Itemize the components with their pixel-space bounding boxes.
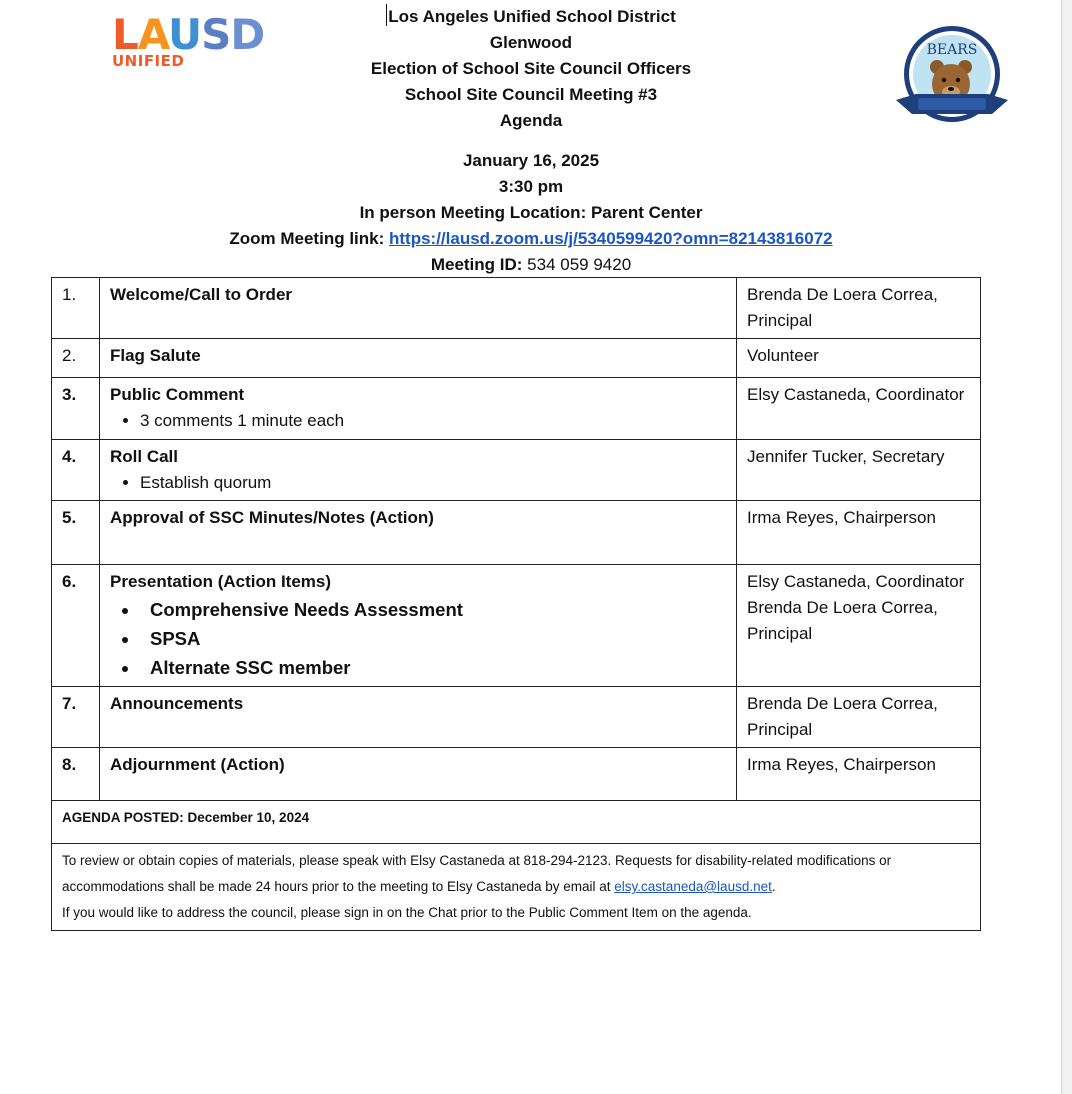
table-row [52,278,981,339]
table-row [52,844,981,931]
chat-note: If you would like to address the council, please sign in on the Chat prior to the Public Comment Item on the agenda. [62,905,752,920]
item-number: 7. [52,687,100,748]
item-cell [100,501,737,565]
list-item: • Establish quorum [140,470,726,496]
item-title: Approval of SSC Minutes/Notes (Action) [110,508,434,527]
item-title: Adjournment (Action) [110,755,285,774]
list-item: • 3 comments 1 minute each [140,408,726,434]
presenter: Volunteer [737,339,981,378]
table-row [52,339,981,378]
item-number: 8. [52,748,100,801]
presenter: Elsy Castaneda, Coordinator [747,572,965,591]
item-cell [100,748,737,801]
meeting-location: In person Meeting Location: Parent Center [359,203,703,222]
item-number: 1. [52,278,100,339]
table-row [52,501,981,565]
item-number: 6. [52,565,100,687]
item-cell [100,687,737,748]
logo-letter: U [167,10,202,59]
notes-cell [52,844,981,931]
presenter: Jennifer Tucker, Secretary [737,440,981,501]
page-scrollbar[interactable] [1061,0,1072,1094]
item-bullets [110,408,726,434]
presenter-cell [737,565,981,687]
meeting-details [0,148,1062,278]
posted-cell [52,801,981,844]
logo-subtitle: UNIFIED [112,52,185,70]
logo-letter: L [112,10,138,59]
item-bullets [110,595,726,682]
district-name-text: Los Angeles Unified School District [388,7,676,26]
item-number: 5. [52,501,100,565]
materials-note: To review or obtain copies of materials, please speak with Elsy Castaneda at 818-294-2123. Requests for disability-related modifications or accommodations shall be made 24 hours prior to the meeting to Elsy Castaneda by email at [62,853,892,894]
agenda-title: Agenda [499,111,563,130]
presenter: Brenda De Loera Correa, Principal [737,278,981,339]
presenter: Brenda De Loera Correa, Principal [747,598,938,643]
list-item: • Comprehensive Needs Assessment [140,595,726,624]
agenda-table [51,277,981,931]
item-cell [100,565,737,687]
item-cell [100,378,737,440]
item-title: Roll Call [110,447,179,466]
meeting-id-value: 534 059 9420 [522,255,632,274]
logo-letter: D [230,10,265,59]
item-title: Announcements [110,694,244,713]
email-link[interactable]: elsy.castaneda@lausd.net [614,879,772,894]
logo-letter: A [137,10,168,59]
meeting-date: January 16, 2025 [462,151,600,170]
meeting-id-line [0,252,1062,278]
materials-note-end: . [771,879,776,894]
logo-letter: S [201,10,231,59]
item-number: 3. [52,378,100,440]
document-header [0,4,1062,134]
zoom-line [0,226,1062,252]
item-number: 2. [52,339,100,378]
presenter: Brenda De Loera Correa, Principal [737,687,981,748]
item-cell [100,440,737,501]
item-cell [100,278,737,339]
presenter: Elsy Castaneda, Coordinator [737,378,981,440]
item-title: Public Comment [110,385,245,404]
district-name [0,4,1062,30]
meeting-time: 3:30 pm [498,177,564,196]
table-row [52,565,981,687]
agenda-posted: AGENDA POSTED: December 10, 2024 [62,810,310,825]
meeting-id-label: Meeting ID: [430,255,523,274]
item-title: Presentation (Action Items) [110,572,332,591]
item-number: 4. [52,440,100,501]
presenter: Irma Reyes, Chairperson [737,748,981,801]
table-row [52,687,981,748]
item-cell [100,339,737,378]
table-row [52,748,981,801]
school-name: Glenwood [489,33,573,52]
election-title: Election of School Site Council Officers [370,59,692,78]
presenter: Irma Reyes, Chairperson [737,501,981,565]
table-row [52,378,981,440]
zoom-label: Zoom Meeting link: [229,229,389,248]
list-item: • Alternate SSC member [140,653,726,682]
table-row [52,801,981,844]
zoom-link[interactable]: https://lausd.zoom.us/j/5340599420?omn=82143816072 [388,229,833,248]
item-title: Flag Salute [110,346,201,365]
item-bullets [110,470,726,496]
meeting-title: School Site Council Meeting #3 [404,85,658,104]
item-title: Welcome/Call to Order [110,285,293,304]
list-item: • SPSA [140,624,726,653]
logo-text: BEARS [926,42,978,58]
table-row [52,440,981,501]
